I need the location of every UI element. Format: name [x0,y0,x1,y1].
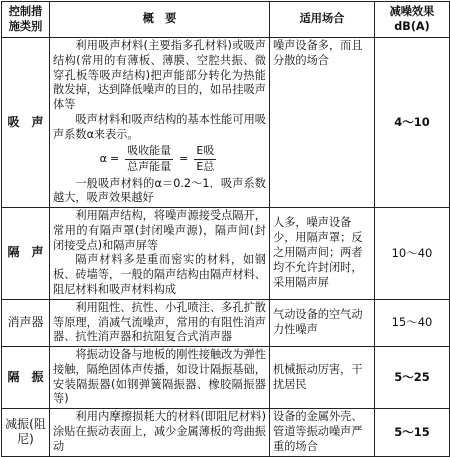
summary-paragraph: 利用内摩擦损耗大的材料(即阻尼材料)涂贴在振动表面上，减少金属薄板的弯曲振动 [53,410,266,453]
formula-equals: = [179,152,189,166]
formula-fraction [125,144,173,174]
table-row [2,208,450,300]
row-effect: 10～40 [375,208,450,300]
table-row [2,299,450,346]
table-row [2,38,450,208]
summary-paragraph: 利用隔声结构，将噪声源接受点隔开，常用的有隔声罩(封闭噪声源)，隔声间(封闭接受点)和隔声屏等 [53,209,266,252]
header-summary: 概 要 [50,2,270,38]
row-effect: 5～25 [375,347,450,409]
absorption-formula [53,144,266,174]
row-applicable: 设备的金属外壳、管道等振动噪声严重的场合 [270,409,375,456]
row-summary [50,347,270,409]
formula-denominator: 总声能量 [127,159,172,173]
summary-paragraph: 将振动设备与地板的刚性接触改为弹性接触，隔绝固体声传播，如设计隔振基础，安装隔振器(如钢弹簧隔振器、橡胶隔振器等) [53,348,266,406]
table-row [2,347,450,409]
formula-denominator: E总 [196,159,215,173]
formula-numerator: E吸 [194,144,216,160]
summary-paragraph: 利用阻性、抗性、小孔喷注、多孔扩散等原理，消减气流噪声，常用的有阻性消声器、抗性消声器和抗阻复合式消声器 [53,300,266,344]
formula-numerator: 吸收能量 [125,144,173,160]
summary-paragraph: 吸声材料和吸声结构的基本性能可用吸声系数α来表示。 [53,112,266,141]
row-applicable: 气动设备的空气动力性噪声 [270,299,375,346]
formula-fraction [194,144,216,174]
row-applicable: 人多，噪声设备少，用隔声罩；反之用隔声间；两者均不允许封闭时，采用隔声屏 [270,208,375,300]
row-summary [50,38,270,208]
row-summary [50,299,270,346]
header-row [2,2,450,38]
row-category: 隔 声 [2,208,50,300]
row-category: 隔 振 [2,347,50,409]
row-applicable: 机械振动厉害，干扰居民 [270,347,375,409]
row-effect: 15～40 [375,299,450,346]
row-category: 消声器 [2,299,50,346]
header-effect: 减噪效果dB(A) [375,2,450,38]
header-category: 控制措施类别 [2,2,50,38]
summary-paragraph: 一般吸声材料的α＝0.2～1．吸声系数越大，吸声效果越好 [53,176,266,205]
row-applicable: 噪声设备多，而且分散的场合 [270,38,375,208]
formula-lhs: α [99,152,107,166]
formula-equals: = [109,152,120,166]
row-effect: 4～10 [375,38,450,208]
row-effect: 5～15 [375,409,450,456]
noise-control-table [1,1,450,457]
row-category: 吸 声 [2,38,50,208]
summary-paragraph: 隔声材料多是重而密实的材料，如钢板、砖墙等，一般的隔声结构由隔声材料、阻尼材料和吸声材料构成 [53,253,266,296]
table-row [2,409,450,456]
row-summary [50,409,270,456]
row-summary [50,208,270,300]
row-category: 减振(阻尼) [2,409,50,456]
summary-paragraph: 利用吸声材料(主要指多孔材料)或吸声结构(常用的有薄板、薄膜、空腔共振、微穿孔板等吸声结构)把声能部分转化为热能散发掉，达到降低噪声的目的，如吊挂吸声体等 [53,39,266,112]
header-applicable: 适用场合 [270,2,375,38]
